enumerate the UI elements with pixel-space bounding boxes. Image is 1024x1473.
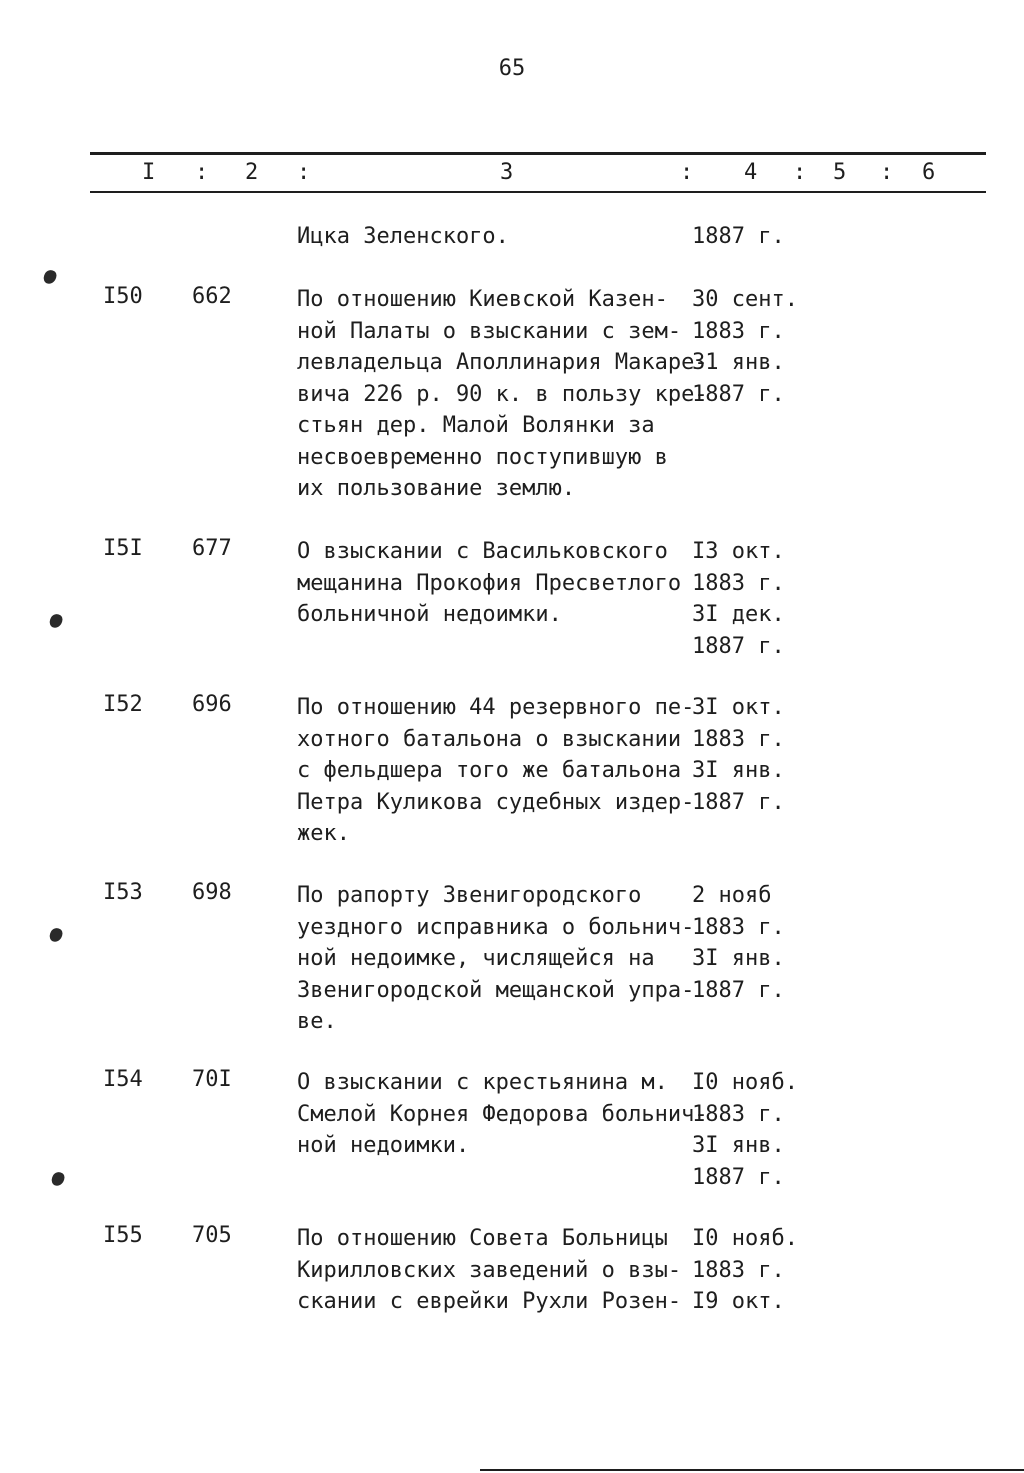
page-number: 65 (498, 56, 526, 81)
file-number: 705 (192, 1223, 232, 1248)
file-number: 677 (192, 536, 232, 561)
header-col-3: 3 (500, 160, 514, 185)
entry-description: По отношению Совета Больницы Кирилловских заведений о взы- скании с еврейки Рухли Розен- (297, 1226, 682, 1314)
entry-dates: 2 нояб 1883 г. 3I янв. 1887 г. (692, 883, 785, 1003)
continuation-dates: 1887 г. (692, 224, 785, 249)
entry-number: I5I (103, 536, 143, 561)
entry-number: I52 (103, 692, 143, 717)
binding-hole-mark (48, 926, 64, 943)
file-number: 698 (192, 880, 232, 905)
header-col-4: 4 (744, 160, 758, 185)
entry-dates: I0 нояб. 1883 г. I9 окт. (692, 1226, 798, 1314)
entry-dates: I3 окт. 1883 г. 3I дек. 1887 г. (692, 539, 785, 659)
entry-number: I55 (103, 1223, 143, 1248)
entry-description: По рапорту Звенигородского уездного исправника о больнич- ной недоимке, числящейся на Звенигородской мещанской упра- ве. (297, 883, 695, 1034)
header-top-rule (90, 152, 986, 155)
header-separator: : (880, 160, 894, 185)
binding-hole-mark (48, 612, 64, 629)
header-bottom-rule (90, 191, 986, 193)
entry-description: По отношению Киевской Казен- ной Палаты о взыскании с зем- левладельца Аполлинария Макаре- вича 226 р. 90 к. в пользу кре- стьян дер. Малой Волянки за несвоевременно поступившую в их пользование землю. (297, 287, 708, 501)
binding-hole-mark (50, 1170, 66, 1187)
file-number: 662 (192, 284, 232, 309)
entry-description: О взыскании с крестьянина м. Смелой Корнея Федорова больнич- ной недоимки. (297, 1070, 708, 1158)
scan-edge-line (480, 1469, 1024, 1471)
entry-dates: I0 нояб. 1883 г. 3I янв. 1887 г. (692, 1070, 798, 1190)
header-separator: : (297, 160, 311, 185)
header-separator: : (195, 160, 209, 185)
header-separator: : (680, 160, 694, 185)
entry-number: I54 (103, 1067, 143, 1092)
header-separator: : (793, 160, 807, 185)
entry-description: По отношению 44 резервного пе- хотного батальона о взыскании с фельдшера того же батальона Петра Куликова судебных издер- жек. (297, 695, 695, 846)
file-number: 70I (192, 1067, 232, 1092)
header-col-5: 5 (833, 160, 847, 185)
entry-dates: 3I окт. 1883 г. 3I янв. 1887 г. (692, 695, 785, 815)
entry-description: О взыскании с Васильковского мещанина Прокофия Пресветлого больничной недоимки. (297, 539, 682, 627)
header-col-2: 2 (245, 160, 259, 185)
header-col-6: 6 (922, 160, 936, 185)
header-col-1: I (142, 160, 156, 185)
binding-hole-mark (42, 268, 58, 285)
entry-number: I53 (103, 880, 143, 905)
continuation-text: Ицка Зеленского. (297, 224, 509, 249)
entry-number: I50 (103, 284, 143, 309)
file-number: 696 (192, 692, 232, 717)
entry-dates: 30 сент. 1883 г. 31 янв. 1887 г. (692, 287, 798, 407)
